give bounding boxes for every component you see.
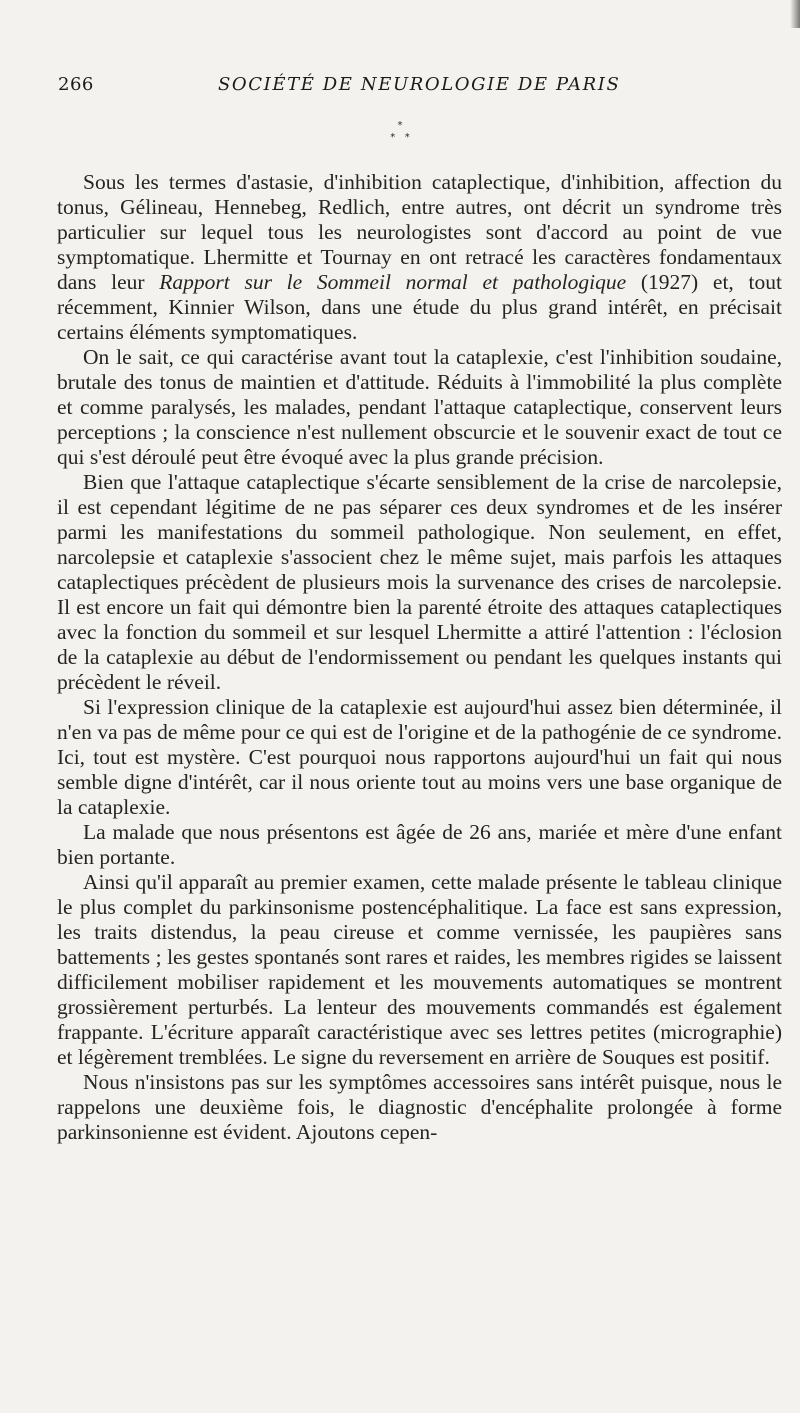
article-body	[57, 170, 782, 1145]
paragraph-6: Ainsi qu'il apparaît au premier examen, cette malade présente le tableau clinique le plus complet du parkinsonisme postencéphalitique. La face est sans expression, les traits distendus, la peau cireuse et comme vernissée, les paupières sans battements ; les gestes spontanés sont rares et raides, les membres rigides se laissent difficilement mobiliser rapidement et les mouvements automatiques se montrent grossièrement perturbés. La lenteur des mouvements commandés est également frappante. L'écriture apparaît caractéristique avec ses lettres petites (micrographie) et légèrement tremblées. Le signe du reversement en arrière de Souques est positif.	[57, 870, 782, 1069]
running-title: SOCIÉTÉ DE NEUROLOGIE DE PARIS	[218, 74, 621, 95]
paragraph-2: On le sait, ce qui caractérise avant tout la cataplexie, c'est l'inhibition soudaine, brutale des tonus de maintien et d'attitude. Réduits à l'immobilité la plus complète et comme paralysés, les malades, pendant l'attaque cataplectique, conservent leurs perceptions ; la conscience n'est nullement obscurcie et le souvenir exact de tout ce qui s'est déroulé peut être évoqué avec la plus grande précision.	[57, 345, 782, 469]
asterism-bottom: * *	[390, 132, 410, 143]
paragraph-4: Si l'expression clinique de la cataplexie est aujourd'hui assez bien déterminée, il n'en va pas de même pour ce qui est de l'origine et de la pathogénie de ce syndrome. Ici, tout est mystère. C'est pourquoi nous rapportons aujourd'hui un fait qui nous semble digne d'intérêt, car il nous oriente tout au moins vers une base organique de la cataplexie.	[57, 695, 782, 819]
paragraph-1-part-b: (1927) et, tout récemment, Kinnier Wilson, dans une étude du plus grand intérêt, en précisait certains éléments symptomatiques.	[57, 270, 782, 344]
cited-report-title: Rapport sur le Sommeil normal et pathologique	[159, 270, 627, 294]
paragraph-1-part-a: Sous les termes d'astasie, d'inhibition cataplectique, d'inhibition, affection du tonus, Gélineau, Hennebeg, Redlich, entre autres, ont décrit un syndrome très particulier sur lequel tous les neurologistes sont d'accord au point de vue symptomatique. Lhermitte et Tournay en ont retracé les caractères fondamentaux dans leur	[57, 170, 782, 294]
page-header	[54, 74, 760, 104]
paragraph-3: Bien que l'attaque cataplectique s'écarte sensiblement de la crise de narcolepsie, il est cependant légitime de ne pas séparer ces deux syndromes et de les insérer parmi les manifestations du sommeil pathologique. Non seulement, en effet, narcolepsie et cataplexie s'associent chez le même sujet, mais parfois les attaques cataplectiques précèdent de plusieurs mois la survenance des crises de narcolepsie. Il est encore un fait qui démontre bien la parenté étroite des attaques cataplectiques avec la fonction du sommeil et sur lesquel Lhermitte a attiré l'attention : l'éclosion de la cataplexie au début de l'endormissement ou pendant les quelques instants qui précèdent le réveil.	[57, 470, 782, 694]
page-number: 266	[58, 74, 94, 95]
paragraph-7: Nous n'insistons pas sur les symptômes accessoires sans intérêt puisque, nous le rappelons une deuxième fois, le diagnostic d'encéphalite prolongée à forme parkinsonienne est évident. Ajoutons cepen-	[57, 1070, 782, 1144]
section-asterism	[380, 120, 420, 144]
paragraph-5: La malade que nous présentons est âgée de 26 ans, mariée et mère d'une enfant bien portante.	[57, 820, 782, 869]
paragraph-1	[57, 170, 782, 345]
page-edge-shadow	[790, 0, 800, 28]
asterism-top: *	[397, 120, 403, 131]
